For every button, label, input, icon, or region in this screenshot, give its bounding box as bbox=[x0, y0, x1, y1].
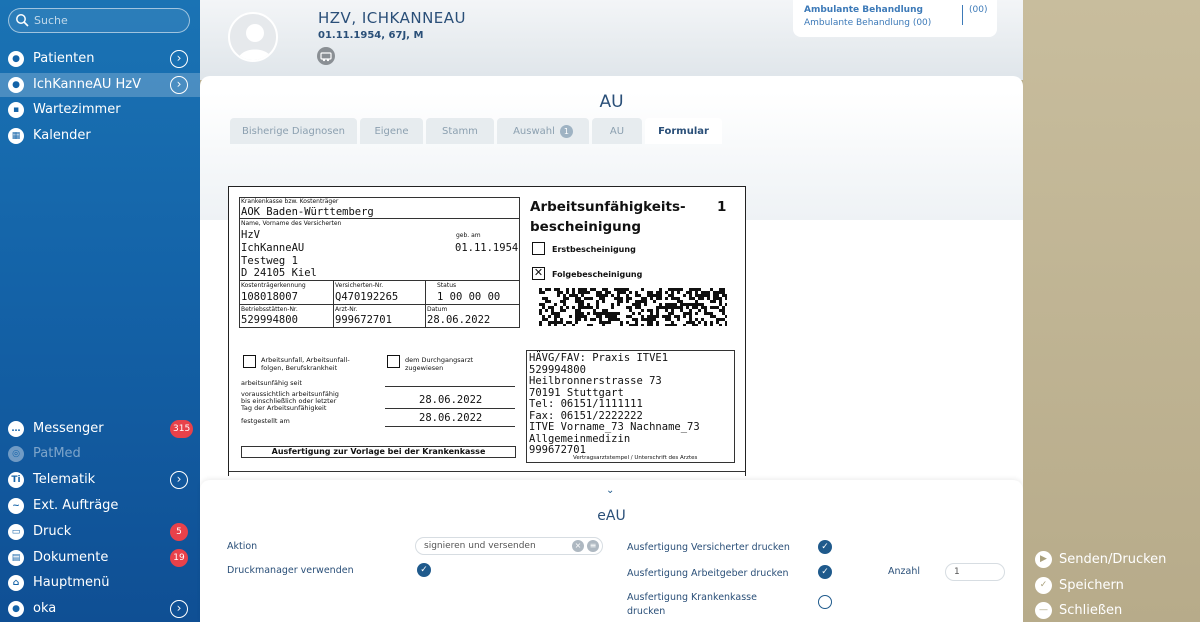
krankenkasse-print-label-2: drucken bbox=[627, 606, 666, 617]
behandlung-divider bbox=[962, 5, 963, 25]
stamp-line: 70191 Stuttgart bbox=[529, 386, 624, 399]
sidebar-item-label: oka bbox=[33, 601, 57, 616]
voraussichtlich-line bbox=[385, 408, 515, 409]
sidebar-item-telematik[interactable] bbox=[0, 468, 200, 492]
sidebar-item-kalender[interactable] bbox=[0, 124, 200, 148]
person-icon: ● bbox=[8, 51, 24, 67]
sidebar-item-label: Hauptmenü bbox=[33, 575, 110, 590]
tab-stamm[interactable] bbox=[426, 118, 494, 144]
name-value-2: IchKanneAU bbox=[241, 242, 305, 254]
send-print-button[interactable] bbox=[1035, 550, 1166, 568]
bsnr-label: Betriebsstätten-Nr. bbox=[241, 306, 298, 313]
eau-panel bbox=[200, 480, 1023, 622]
sidebar-item-patmed[interactable] bbox=[0, 442, 200, 466]
chevron-right-icon[interactable]: › bbox=[170, 50, 188, 68]
krankenkasse-print-label-1: Ausfertigung Krankenkasse bbox=[627, 592, 757, 603]
tab-label: Bisherige Diagnosen bbox=[241, 125, 346, 137]
tab-label: Stamm bbox=[442, 125, 478, 137]
save-button[interactable] bbox=[1035, 576, 1124, 594]
arzt-nr-label: Arzt-Nr. bbox=[335, 306, 358, 313]
datum-value: 28.06.2022 bbox=[427, 314, 491, 326]
durchgangsarzt-checkbox bbox=[387, 355, 400, 368]
list-icon[interactable]: ≡ bbox=[587, 540, 599, 552]
unfall-checkbox bbox=[243, 355, 256, 368]
sidebar-item-label: Patienten bbox=[33, 51, 95, 66]
stamp-caption: Vertragsarztstempel / Unterschrift des Arztes bbox=[573, 455, 698, 461]
tab-label: Eigene bbox=[374, 125, 409, 137]
aktion-value: signieren und versenden bbox=[424, 541, 536, 551]
vers-nr-value: Q470192265 bbox=[335, 291, 399, 303]
erst-label: Erstbescheinigung bbox=[552, 245, 636, 254]
arbeitgeber-checkbox[interactable]: ✓ bbox=[818, 565, 832, 579]
tab-au[interactable] bbox=[592, 118, 642, 144]
sidebar-item-label: Dokumente bbox=[33, 550, 109, 565]
geb-value: 01.11.1954 bbox=[455, 242, 519, 254]
stamp-line: HÄVG/FAV: Praxis ITVE1 bbox=[529, 352, 669, 364]
durchgangsarzt-label-2: zugewiesen bbox=[405, 364, 444, 372]
patient-avatar bbox=[228, 12, 278, 62]
tab-eigene[interactable] bbox=[360, 118, 423, 144]
stamp-line: Tel: 06151/1111111 bbox=[529, 398, 643, 410]
eau-title: eAU bbox=[597, 508, 626, 524]
behandlung-code: (00) bbox=[969, 5, 988, 15]
voraussichtlich-label-2: bis einschließlich oder letzter bbox=[241, 397, 337, 405]
kk-kennung-label: Kostenträgerkennung bbox=[241, 282, 306, 289]
anzahl-value: 1 bbox=[954, 567, 960, 577]
chevron-right-icon[interactable]: › bbox=[170, 76, 188, 94]
stamp-line: 529994800 bbox=[529, 363, 586, 376]
chevron-right-icon[interactable]: › bbox=[170, 600, 188, 618]
geb-label: geb. am bbox=[456, 232, 481, 239]
voraussichtlich-label-3: Tag der Arbeitsunfähigkeit bbox=[241, 404, 327, 412]
close-label: Schließen bbox=[1059, 602, 1123, 618]
form-page-number: 1 bbox=[717, 199, 727, 215]
tab-label: AU bbox=[609, 125, 625, 137]
ausfertigung-label: Ausfertigung zur Vorlage bei der Krankenkasse bbox=[241, 446, 516, 458]
check-icon: ✓ bbox=[1035, 577, 1052, 594]
home-icon: ⌂ bbox=[8, 575, 24, 591]
form-divider bbox=[333, 280, 334, 328]
stamp-line: ITVE Vorname_73 Nachname_73 bbox=[529, 421, 700, 433]
tab-label: Auswahl bbox=[513, 125, 555, 137]
unfall-label-2: folgen, Berufskrankheit bbox=[261, 364, 338, 372]
anzahl-input[interactable] bbox=[945, 563, 1005, 581]
minus-icon: — bbox=[1035, 602, 1052, 619]
voraussichtlich-date: 28.06.2022 bbox=[419, 394, 483, 406]
chevron-right-icon[interactable]: › bbox=[170, 471, 188, 489]
telematik-icon: Ti bbox=[8, 472, 24, 488]
page-title: AU bbox=[599, 92, 624, 112]
sidebar-item-label: Telematik bbox=[33, 472, 96, 487]
insurance-card-icon[interactable] bbox=[317, 47, 335, 65]
durchgangsarzt-label-1: dem Durchgangsarzt bbox=[405, 356, 474, 364]
pulse-icon: ~ bbox=[8, 498, 24, 514]
form-divider bbox=[239, 218, 520, 219]
document-icon: ▤ bbox=[8, 550, 24, 566]
dokumente-count-badge: 19 bbox=[170, 549, 188, 567]
folge-checkbox-checked: ✕ bbox=[533, 266, 544, 279]
status-label: Status bbox=[437, 282, 457, 289]
versicherter-checkbox[interactable]: ✓ bbox=[818, 540, 832, 554]
au-form-preview bbox=[228, 186, 746, 476]
sidebar-item-dokumente[interactable] bbox=[0, 546, 200, 570]
stamp-line: Fax: 06151/2222222 bbox=[529, 409, 643, 422]
sidebar bbox=[0, 0, 200, 622]
datum-label: Datum bbox=[427, 306, 448, 313]
sidebar-item-label: Messenger bbox=[33, 421, 104, 436]
name-label: Name, Vorname des Versicherten bbox=[241, 220, 342, 227]
druckmanager-checkbox[interactable]: ✓ bbox=[417, 563, 431, 577]
waiting-room-icon: ▪ bbox=[8, 102, 24, 118]
tab-label: Formular bbox=[658, 125, 709, 137]
aktion-select[interactable] bbox=[415, 537, 603, 555]
search-placeholder: Suche bbox=[34, 14, 68, 27]
chevron-down-icon[interactable]: ⌄ bbox=[606, 485, 615, 496]
sidebar-item-hauptmenue[interactable] bbox=[0, 571, 200, 595]
form-title-1: Arbeitsunfähigkeits- bbox=[530, 199, 686, 215]
krankenkasse-label: Krankenkasse bzw. Kostenträger bbox=[241, 198, 339, 205]
form-divider bbox=[229, 471, 746, 472]
clear-icon[interactable]: × bbox=[572, 540, 584, 552]
sidebar-item-messenger[interactable] bbox=[0, 417, 200, 441]
krankenkasse-value: AOK Baden-Württemberg bbox=[241, 206, 374, 218]
tab-bisherige-diagnosen[interactable] bbox=[230, 118, 357, 144]
krankenkasse-checkbox[interactable] bbox=[818, 595, 832, 609]
aktion-label: Aktion bbox=[227, 541, 258, 552]
patient-dob: 01.11.1954, 67J, M bbox=[318, 30, 424, 41]
stamp-line: 999672701 bbox=[529, 444, 586, 456]
sidebar-item-current-patient[interactable] bbox=[0, 73, 200, 97]
arzt-nr-value: 999672701 bbox=[335, 314, 392, 326]
tab-count-badge: 1 bbox=[560, 125, 573, 138]
au-seit-line bbox=[385, 386, 515, 387]
bsnr-value: 529994800 bbox=[241, 314, 298, 326]
festgestellt-line bbox=[385, 426, 515, 427]
search-input[interactable] bbox=[8, 8, 190, 33]
unfall-label-1: Arbeitsunfall, Arbeitsunfall- bbox=[261, 356, 350, 364]
druckmanager-label: Druckmanager verwenden bbox=[227, 565, 354, 576]
versicherter-label: Ausfertigung Versicherter drucken bbox=[627, 542, 790, 553]
festgestellt-label: festgestellt am bbox=[241, 417, 290, 425]
sidebar-item-label: IchKanneAU HzV bbox=[33, 77, 141, 92]
action-panel bbox=[1023, 0, 1200, 622]
sidebar-item-ext-auftraege[interactable] bbox=[0, 494, 200, 518]
user-icon: ● bbox=[8, 601, 24, 617]
festgestellt-date: 28.06.2022 bbox=[419, 412, 483, 424]
druck-count-badge: 5 bbox=[170, 523, 188, 541]
voraussichtlich-label-1: voraussichtlich arbeitsunfähig bbox=[241, 390, 339, 398]
form-title-2: bescheinigung bbox=[530, 219, 642, 235]
sidebar-item-wartezimmer[interactable] bbox=[0, 98, 200, 122]
form-divider bbox=[425, 280, 426, 328]
stamp-line: Heilbronnerstrasse 73 bbox=[529, 375, 662, 387]
sidebar-item-label: Wartezimmer bbox=[33, 102, 121, 117]
search-icon bbox=[15, 13, 29, 27]
status-value: 1 00 00 00 bbox=[437, 291, 501, 303]
barcode bbox=[539, 288, 727, 326]
patient-avatar-icon: ● bbox=[8, 77, 24, 93]
erst-checkbox bbox=[532, 242, 545, 255]
anzahl-label: Anzahl bbox=[888, 566, 920, 577]
tab-formular[interactable] bbox=[645, 118, 722, 144]
au-seit-label: arbeitsunfähig seit bbox=[241, 379, 302, 387]
behandlung-title: Ambulante Behandlung bbox=[804, 5, 923, 15]
sidebar-item-patienten[interactable] bbox=[0, 47, 200, 71]
sidebar-item-label: Kalender bbox=[33, 128, 91, 143]
chat-icon: … bbox=[8, 421, 24, 437]
send-print-label: Senden/Drucken bbox=[1059, 551, 1167, 567]
sidebar-item-druck[interactable] bbox=[0, 520, 200, 544]
folge-label: Folgebescheinigung bbox=[552, 270, 643, 279]
printer-icon: ▭ bbox=[8, 524, 24, 540]
sidebar-item-user[interactable] bbox=[0, 597, 200, 621]
messenger-count-badge: 315 bbox=[170, 420, 193, 438]
sidebar-item-label: Druck bbox=[33, 524, 72, 539]
address-line-2: D 24105 Kiel bbox=[241, 267, 317, 279]
form-divider bbox=[239, 304, 520, 305]
name-value-1: HzV bbox=[241, 229, 260, 241]
close-button[interactable] bbox=[1035, 601, 1122, 619]
patient-name: HZV, ICHKANNEAU bbox=[318, 9, 467, 27]
tab-auswahl[interactable] bbox=[497, 118, 589, 144]
address-line-1: Testweg 1 bbox=[241, 255, 298, 267]
play-icon: ▶ bbox=[1035, 551, 1052, 568]
sidebar-item-label: PatMed bbox=[33, 446, 81, 461]
stamp-line: Allgemeinmedizin bbox=[529, 432, 631, 445]
vers-nr-label: Versicherten-Nr. bbox=[335, 282, 384, 289]
save-label: Speichern bbox=[1059, 577, 1124, 593]
kk-kennung-value: 108018007 bbox=[241, 291, 298, 303]
sidebar-item-label: Ext. Aufträge bbox=[33, 498, 119, 513]
calendar-icon: ▦ bbox=[8, 128, 24, 144]
patmed-icon: ◎ bbox=[8, 446, 24, 462]
form-divider bbox=[239, 280, 520, 281]
arbeitgeber-label: Ausfertigung Arbeitgeber drucken bbox=[627, 568, 789, 579]
behandlung-subtitle: Ambulante Behandlung (00) bbox=[804, 18, 932, 28]
